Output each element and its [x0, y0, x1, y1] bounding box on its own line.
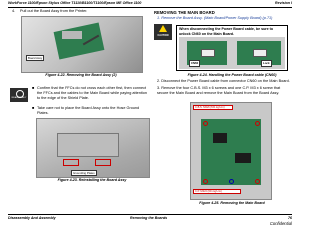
figure-grounding-photo — [36, 118, 150, 178]
figure-4-25-caption: Figure 4-25. Removing the Main Board — [199, 201, 265, 205]
main-chip — [213, 133, 227, 143]
screw-1 — [203, 121, 208, 126]
footer-section: Disassembly And Assembly — [8, 216, 56, 220]
grounding-plate-1 — [63, 159, 79, 166]
figure-cn60-photo — [179, 37, 285, 69]
screw-4 — [255, 179, 260, 184]
figure-4-22-caption: Figure 4-22. Removing the Board Assy (2) — [45, 73, 117, 77]
bullet-2: Take care not to place the Board Assy onto the Hose Ground Plates. — [37, 106, 140, 115]
footer-subsection: Removing the Boards — [130, 216, 168, 220]
cn60-connector-unlocked — [253, 49, 267, 57]
section-title: REMOVING THE MAIN BOARD — [154, 10, 215, 15]
figure-4-23-caption: Figure 4-23. Reinstalling the Board Assy — [57, 178, 127, 182]
step-1-link[interactable]: 1. Remove the Board Assy. (Main Board/Power Supply Board) (p.71) — [157, 16, 273, 20]
bullet-1: Confirm that the FFCs do not cross each other first, then connect the FFCs and the cables to the Main Board while paying attention to the edge of the Shield Plate. — [37, 86, 147, 100]
footer-page-number: 76 — [288, 216, 292, 220]
cn60-label: CN60 — [191, 61, 199, 66]
header-rule — [8, 7, 292, 8]
header-revision: Revision I — [275, 1, 292, 5]
step-3: 3. Remove the four C.B.S. M3 x 6 screws and one C.P. M3 x 6 screw that secure the Main Board and remove the Main Board from the Board Assy. — [157, 86, 281, 95]
caution-text: When disconnecting the Power Board cable, be sure to unlock CN60 on the Main Board. — [179, 27, 274, 36]
screw-2 — [255, 121, 260, 126]
grounding-plates-label: Grounding Plates — [73, 171, 95, 175]
footer-confidential: Confidential — [269, 221, 292, 226]
reassembly-icon: REASSEMBLY — [10, 88, 28, 102]
main-board — [201, 119, 261, 185]
grounding-plate-2 — [95, 159, 111, 166]
bullet-2-icon: ■ — [32, 106, 35, 110]
caution-icon: CAUTION — [154, 24, 172, 40]
figure-main-board-photo — [190, 102, 272, 200]
screw-3 — [203, 179, 208, 184]
footer-rule — [8, 214, 292, 215]
cbs-screw-label: C.B.S. M3x6 (6±1 kgf.cm) — [193, 105, 233, 110]
step-text: Pull out the Board Assy from the Printer. — [20, 9, 88, 13]
step-2: 2. Disconnect the Power Board cable from connector CN60 on the Main Board. — [157, 79, 290, 83]
lock-label: Lock — [263, 61, 270, 66]
figure-board-assy-photo — [21, 16, 143, 73]
figure-4-24-caption: Figure 4-24. Handling the Power Board cable (CN60) — [187, 73, 277, 77]
step-number: 4. — [12, 9, 16, 13]
bullet-1-icon: ■ — [32, 86, 35, 90]
shield-plate — [62, 31, 82, 39]
cn60-connector — [201, 49, 215, 57]
secondary-chip — [235, 153, 251, 163]
board-assy-label: Board Assy — [28, 56, 43, 60]
cp-screw-label: C.P. M3x6 (6±1 kgf.cm) — [193, 189, 241, 194]
caution-box — [176, 25, 288, 71]
shield-plate — [57, 133, 119, 157]
header-title: WorkForce 1100/Epson Stylus Office T1110/B1100/T1100/Epson ME Office 1100 — [8, 1, 142, 5]
screw-5 — [229, 179, 234, 184]
